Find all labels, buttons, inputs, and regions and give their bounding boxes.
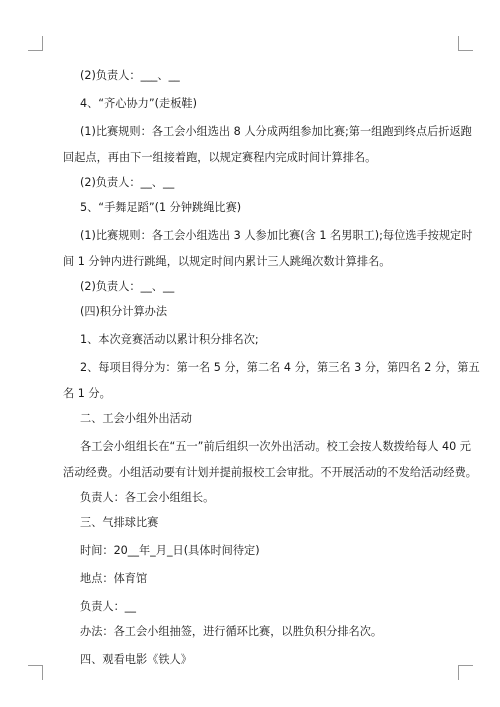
text-line: 5、“手舞足蹈”(1 分钟跳绳比赛) <box>80 201 242 214</box>
text-line: 办法：各工会小组抽签，进行循环比赛，以胜负积分排名次。 <box>80 625 383 638</box>
text-line: 4、“齐心协力”(走板鞋) <box>80 97 197 110</box>
text-line: 1、本次竞赛活动以累计积分排名次; <box>80 333 259 346</box>
page-corner-mark-top-left <box>28 36 43 51</box>
text-line: 2、每项目得分为：第一名 5 分，第二名 4 分，第三名 3 分，第四名 2 分，第五 <box>80 361 480 374</box>
page-corner-mark-bottom-right <box>458 665 473 680</box>
text-line: 四、观看电影《铁人》 <box>80 653 192 666</box>
text-line: 时间：20__年_月_日(具体时间待定) <box>80 544 260 557</box>
text-line: (2)负责人：__、__ <box>80 176 175 189</box>
text-line: 二、工会小组外出活动 <box>80 412 192 425</box>
text-line: (2)负责人：__、__ <box>80 280 175 293</box>
text-line: (四)积分计算办法 <box>80 305 168 318</box>
text-line: 地点：体育馆 <box>80 572 148 585</box>
text-line: (1)比赛规则：各工会小组选出 3 人参加比赛(含 1 名男职工);每位选手按规定时 <box>80 229 473 242</box>
text-line: 回起点，再由下一组接着跑，以规定赛程内完成时间计算排名。 <box>63 151 377 164</box>
page-corner-mark-bottom-left <box>28 665 43 680</box>
text-line: 名 1 分。 <box>63 387 111 400</box>
text-line: 三、气排球比赛 <box>80 516 159 529</box>
text-line: 各工会小组组长在“五一”前后组织一次外出活动。校工会按人数拨给每人 40 元 <box>80 440 471 453</box>
text-line: 活动经费。小组活动要有计划并提前报校工会审批。不开展活动的不发给活动经费。 <box>63 466 477 479</box>
text-line: (1)比赛规则：各工会小组选出 8 人分成两组参加比赛;第一组跑到终点后折返跑 <box>80 125 472 138</box>
text-line: (2)负责人：___、__ <box>80 69 180 82</box>
text-line: 间 1 分钟内进行跳绳，以规定时间内累计三人跳绳次数计算排名。 <box>63 255 391 268</box>
page-corner-mark-top-right <box>458 36 473 51</box>
text-line: 负责人：各工会小组组长。 <box>80 491 215 504</box>
text-line: 负责人：__ <box>80 600 136 613</box>
